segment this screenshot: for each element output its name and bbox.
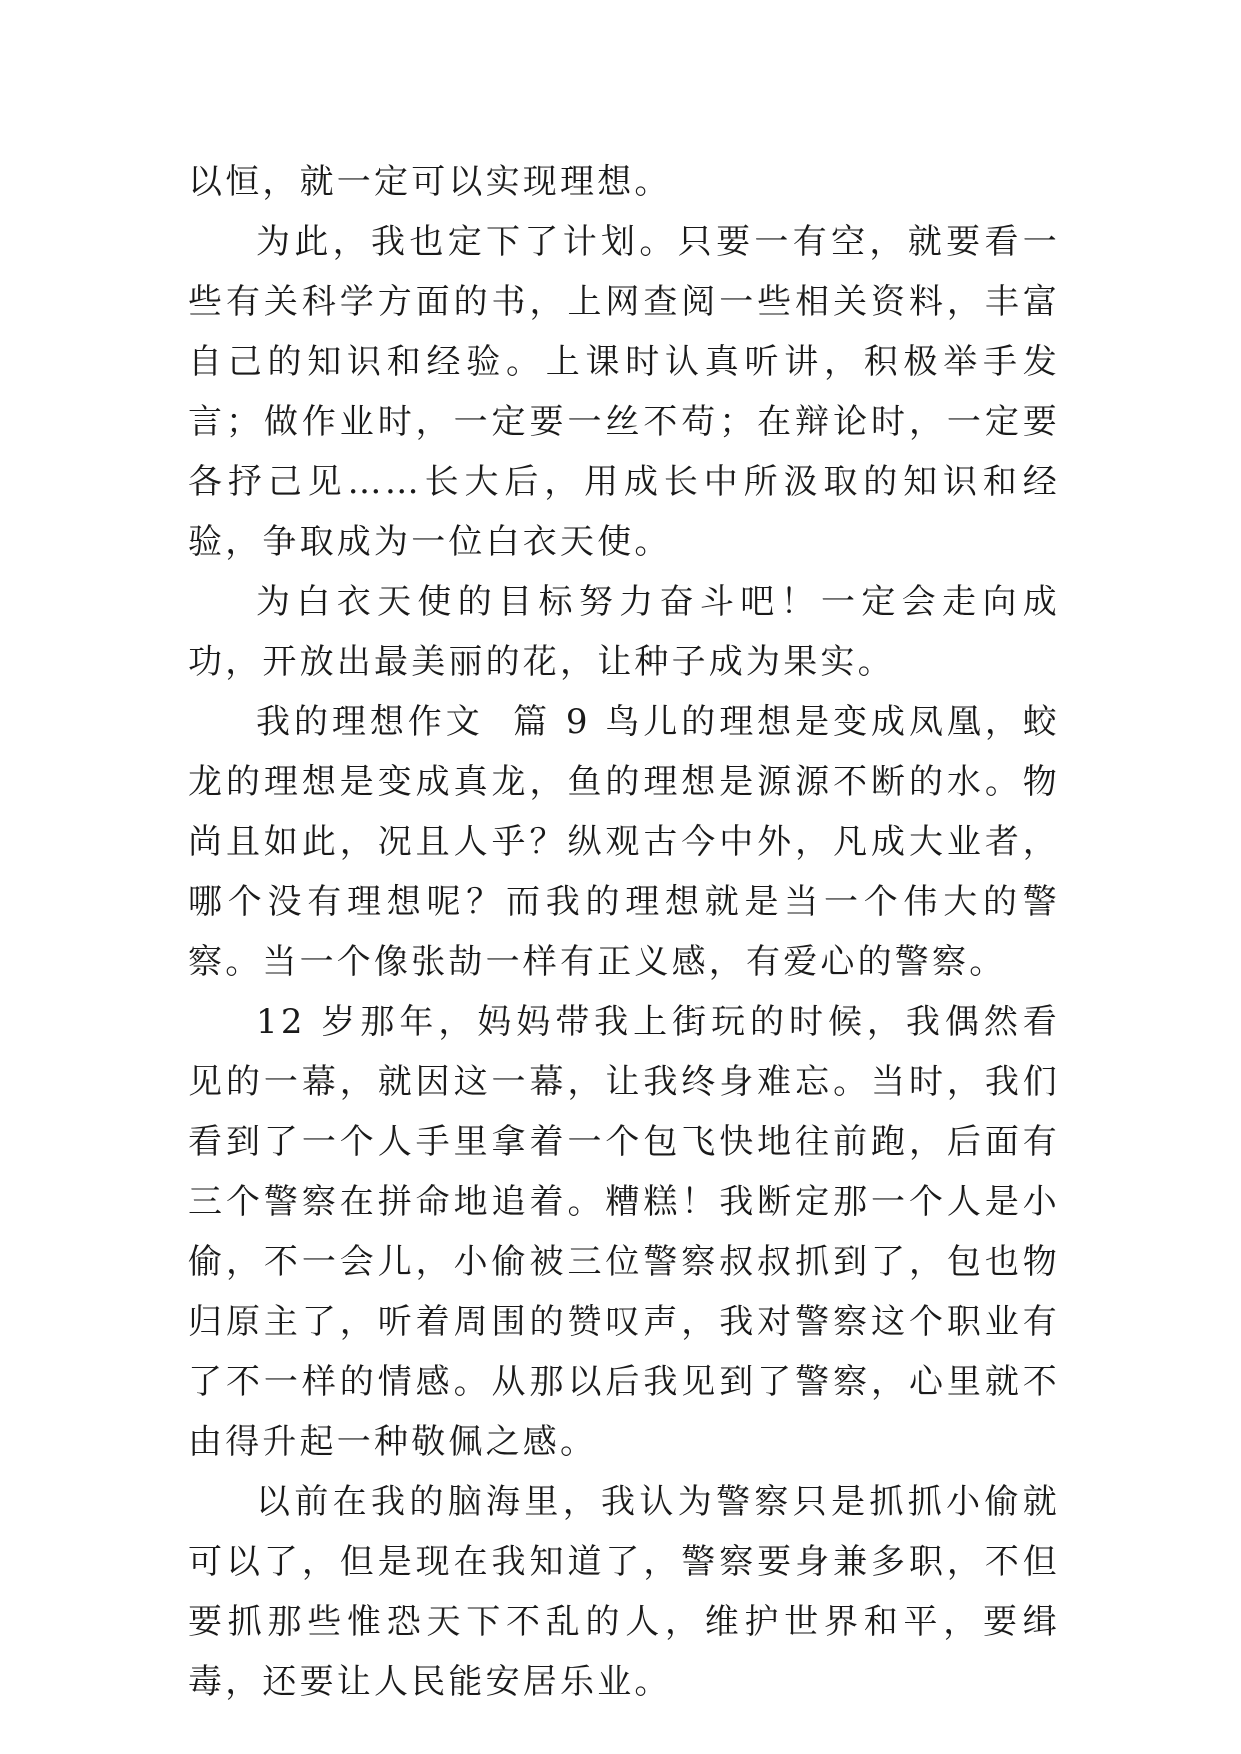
paragraph-5: 12 岁那年，妈妈带我上街玩的时候，我偶然看见的一幕，就因这一幕，让我终身难忘。当时，我们看到了一个人手里拿着一个包飞快地往前跑，后面有三个警察在拼命地追着。糟糕！我断定那一个人是小偷，不一会儿，小偷被三位警察叔叔抓到了，包也物归原主了，听着周围的赞叹声，我对警察这个职业有了不一样的情感。从那以后我见到了警察，心里就不由得升起一种敬佩之感。 [188,1002,1060,1462]
paragraph-4-spacer [591,702,606,742]
paragraph-4 [188,692,1060,992]
paragraph-2: 为此，我也定下了计划。只要一有空，就要看一些有关科学方面的书，上网查阅一些相关资料，丰富自己的知识和经验。上课时认真听讲，积极举手发言；做作业时，一定要一丝不苟；在辩论时，一定要各抒己见……长大后，用成长中所汲取的知识和经验，争取成为一位白衣天使。 [188,222,1060,562]
paragraph-4-text: 鸟儿的理想是变成凤凰，蛟龙的理想是变成真龙，鱼的理想是源源不断的水。物尚且如此，况且人乎？纵观古今中外，凡成大业者，哪个没有理想呢？而我的理想就是当一个伟大的警察。当一个像张劼一样有正义感，有爱心的警察。 [188,702,1060,982]
paragraph-6: 以前在我的脑海里，我认为警察只是抓抓小偷就可以了，但是现在我知道了，警察要身兼多职，不但要抓那些惟恐天下不乱的人，维护世界和平，要缉毒，还要让人民能安居乐业。 [188,1482,1060,1702]
paragraph-3: 为白衣天使的目标努力奋斗吧！一定会走向成功，开放出最美丽的花，让种子成为果实。 [188,582,1060,682]
document-body [188,152,1060,1712]
paragraph-1: 以恒，就一定可以实现理想。 [188,162,672,202]
section-heading: 我的理想作文 篇 9 [256,702,591,742]
